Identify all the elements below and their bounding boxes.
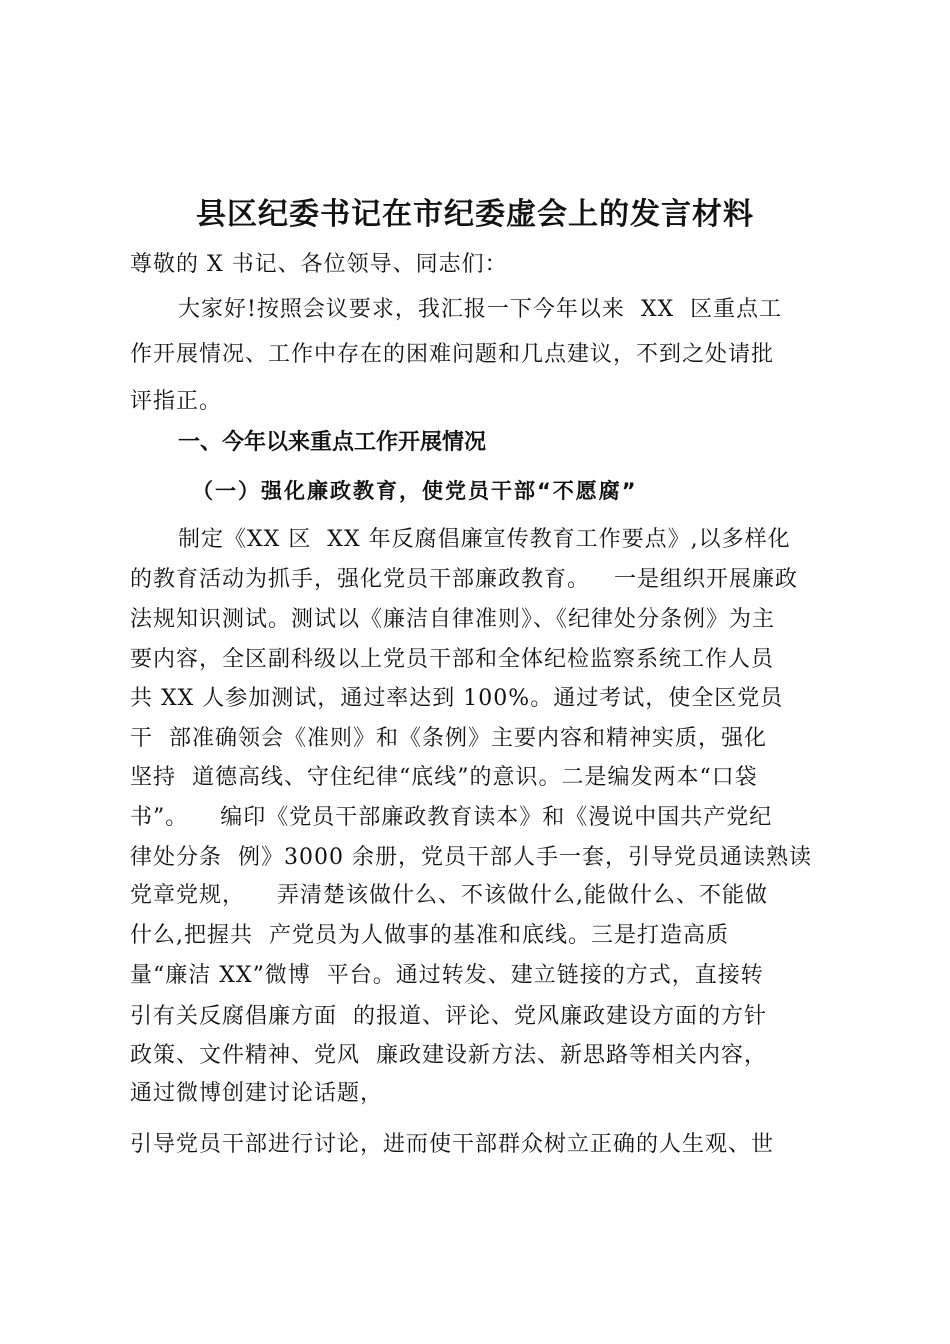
body-line: 法规知识测试。测试以《廉洁自律准则》、《纪律处分条例》为主 (130, 607, 776, 632)
body-line: 什么,把握共 产党员为人做事的基准和底线。三是打造高质 (130, 923, 729, 948)
document-title: 县区纪委书记在市纪委虚会上的发言材料 (196, 197, 754, 232)
body-line: 共 XX 人参加测试，通过率达到 100%。通过考试，使全区党员 (130, 686, 784, 711)
continuation-line: 引导党员干部进行讨论，进而使干部群众树立正确的人生观、世 (130, 1132, 775, 1157)
body-line: 通过微博创建讨论话题， (130, 1081, 384, 1106)
section-heading: 一、今年以来重点工作开展情况 (178, 430, 487, 455)
body-line: 引有关反腐倡廉方面 的报道、评论、党风廉政建设方面的方针 (130, 1004, 767, 1029)
body-line: 坚持 道德高线、守住纪律“底线”的意识。二是编发两本“口袋 (130, 765, 758, 790)
body-line: 律处分条 例》3000 余册，党员干部人手一套，引导党员通读熟读 (130, 845, 812, 870)
body-line: 书”。 编印《党员干部廉政教育读本》和《漫说中国共产党纪 (130, 805, 773, 830)
salutation: 尊敬的 X 书记、各位领导、同志们： (130, 252, 508, 277)
body-line: 的教育活动为抓手，强化党员干部廉政教育。 一是组织开展廉政 (130, 567, 798, 592)
subsection-heading: （一）强化廉政教育，使党员干部“不愿腐” (192, 479, 638, 503)
body-line: 干 部准确领会《准则》和《条例》主要内容和精神实质，强化 (130, 726, 767, 751)
body-line: 制定《XX 区 XX 年反腐倡廉宣传教育工作要点》,以多样化 (178, 527, 791, 552)
intro-line: 大家好!按照会议要求，我汇报一下今年以来 XX 区重点工 (178, 297, 783, 322)
body-line: 要内容，全区副科级以上党员干部和全体纪检监察系统工作人员 (130, 647, 775, 672)
body-line: 政策、文件精神、党风 廉政建设新方法、新思路等相关内容， (130, 1043, 767, 1068)
body-line: 量“廉洁 XX”微博 平台。通过转发、建立链接的方式，直接转 (130, 963, 764, 988)
body-line: 党章党规， 弄清楚该做什么、不该做什么,能做什么、不能做 (130, 883, 768, 908)
intro-line: 评指正。 (130, 389, 223, 414)
intro-line: 作开展情况、工作中存在的困难问题和几点建议，不到之处请批 (130, 342, 775, 367)
